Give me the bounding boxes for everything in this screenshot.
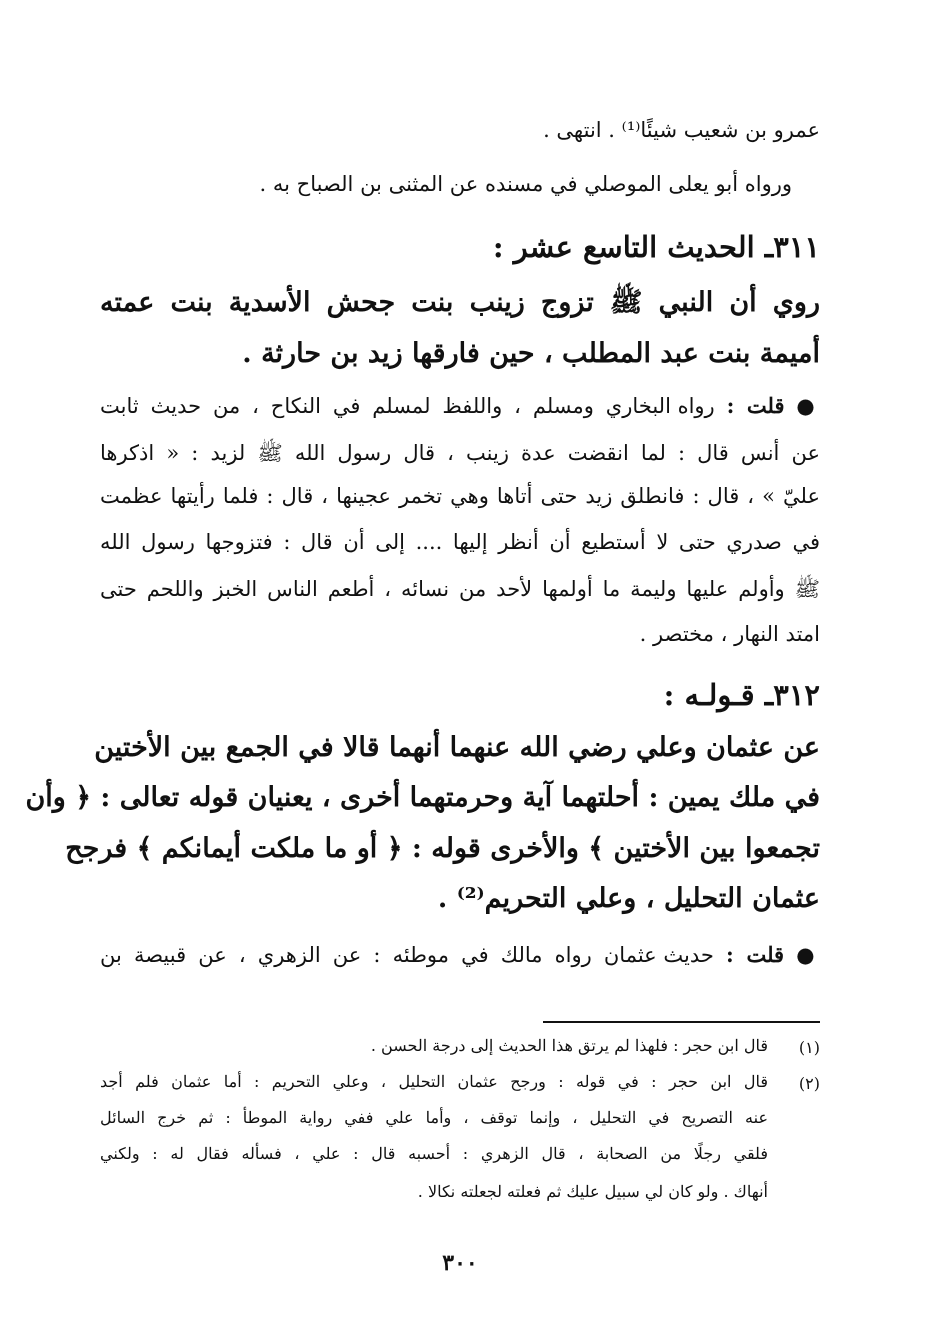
qult-label: قلت : [725, 942, 785, 967]
book-page [25, 0, 820, 1327]
page-number: ٣٠٠ [442, 1250, 478, 1276]
commentary-1-line-2: عن أنس قال : لما انقضت عدة زينب ، قال رسول الله ﷺ لزيد : « اذكرها [100, 441, 820, 465]
commentary-text: حديث عثمان رواه مالك في موطئه : عن الزهري ، عن قبيصة بن [100, 943, 714, 967]
hadith-312-heading: ٣١٢ـ قـولـه : [663, 678, 820, 712]
bullet-icon: ● [796, 942, 820, 967]
hadith-312-text-line-2: في ملك يمين : أحلتهما آية وحرمتهما أخرى ، يعنيان قوله تعالى : ﴿ وأن [25, 782, 820, 813]
bullet-icon: ● [796, 393, 820, 418]
footnote-2-line-4: أنهاك . ولو كان لي سبيل عليك ثم فعلته لجعلته نكالا . [417, 1182, 768, 1201]
footnote-2-line-3: فلقي رجلًا من الصحابة ، قال الزهري : أحسبه قال : علي ، فسأله فقال له : ولكني [100, 1144, 769, 1163]
qult-label: قلت : [726, 393, 785, 418]
commentary-2-line-1 [100, 942, 820, 967]
hadith-311-text-line-1: روي أن النبي ﷺ تزوج زينب بنت جحش الأسدية بنت عمته [100, 287, 820, 318]
hadith-312-text-line-4: عثمان التحليل ، وعلي التحريم⁽²⁾ . [437, 883, 820, 914]
hadith-312-text-line-3: تجمعوا بين الأختين ﴾ والأخرى قوله : ﴿ أو ما ملكت أيمانكم ﴾ فرجح [65, 833, 820, 864]
commentary-1-line-3: عليّ » ، قال : فانطلق زيد حتى أتاها وهي تخمر عجينها ، قال : فلما رأيتها عظمت [100, 484, 820, 508]
commentary-text: رواه البخاري ومسلم ، واللفظ لمسلم في النكاح ، من حديث ثابت [100, 394, 715, 418]
commentary-1-line-5: ﷺ وأولم عليها وليمة ما أولمها لأحد من نسائه ، أطعم الناس الخبز واللحم حتى [100, 577, 820, 601]
footnote-2-line-2: عنه التصريح في التحليل ، وإنما توقف ، وأما علي ففي رواية الموطأ : ثم خرج السائل [100, 1108, 768, 1127]
commentary-1-line-6: امتد النهار ، مختصر . [639, 622, 820, 646]
narration-line: ورواه أبو يعلى الموصلي في مسنده عن المثنى بن الصباح به . [259, 172, 792, 196]
hadith-312-text-line-1: عن عثمان وعلي رضي الله عنهما أنهما قالا في الجمع بين الأختين [94, 732, 820, 763]
footnote-2-line-1: قال ابن حجر : في قوله : ورجح عثمان التحليل ، وعلي التحريم : أما عثمان فلم أجد [100, 1072, 768, 1091]
footnote-2-number: (٢) [798, 1074, 820, 1093]
continuation-line: عمرو بن شعيب شيئًا⁽¹⁾ . انتهى . [543, 118, 820, 142]
commentary-1-line-1 [100, 393, 820, 418]
commentary-1-line-4: في صدري حتى لا أستطيع أن أنظر إليها .... إلى أن قال : فتزوجها رسول الله [100, 530, 820, 554]
hadith-311-text-line-2: أميمة بنت عبد المطلب ، حين فارقها زيد بن حارثة . [242, 338, 820, 369]
footnote-separator [543, 1021, 820, 1023]
footnote-1-text: قال ابن حجر : فلهذا لم يرتق هذا الحديث إلى درجة الحسن . [370, 1036, 768, 1055]
footnote-1-number: (١) [798, 1038, 820, 1057]
hadith-311-heading: ٣١١ـ الحديث التاسع عشر : [492, 230, 820, 264]
